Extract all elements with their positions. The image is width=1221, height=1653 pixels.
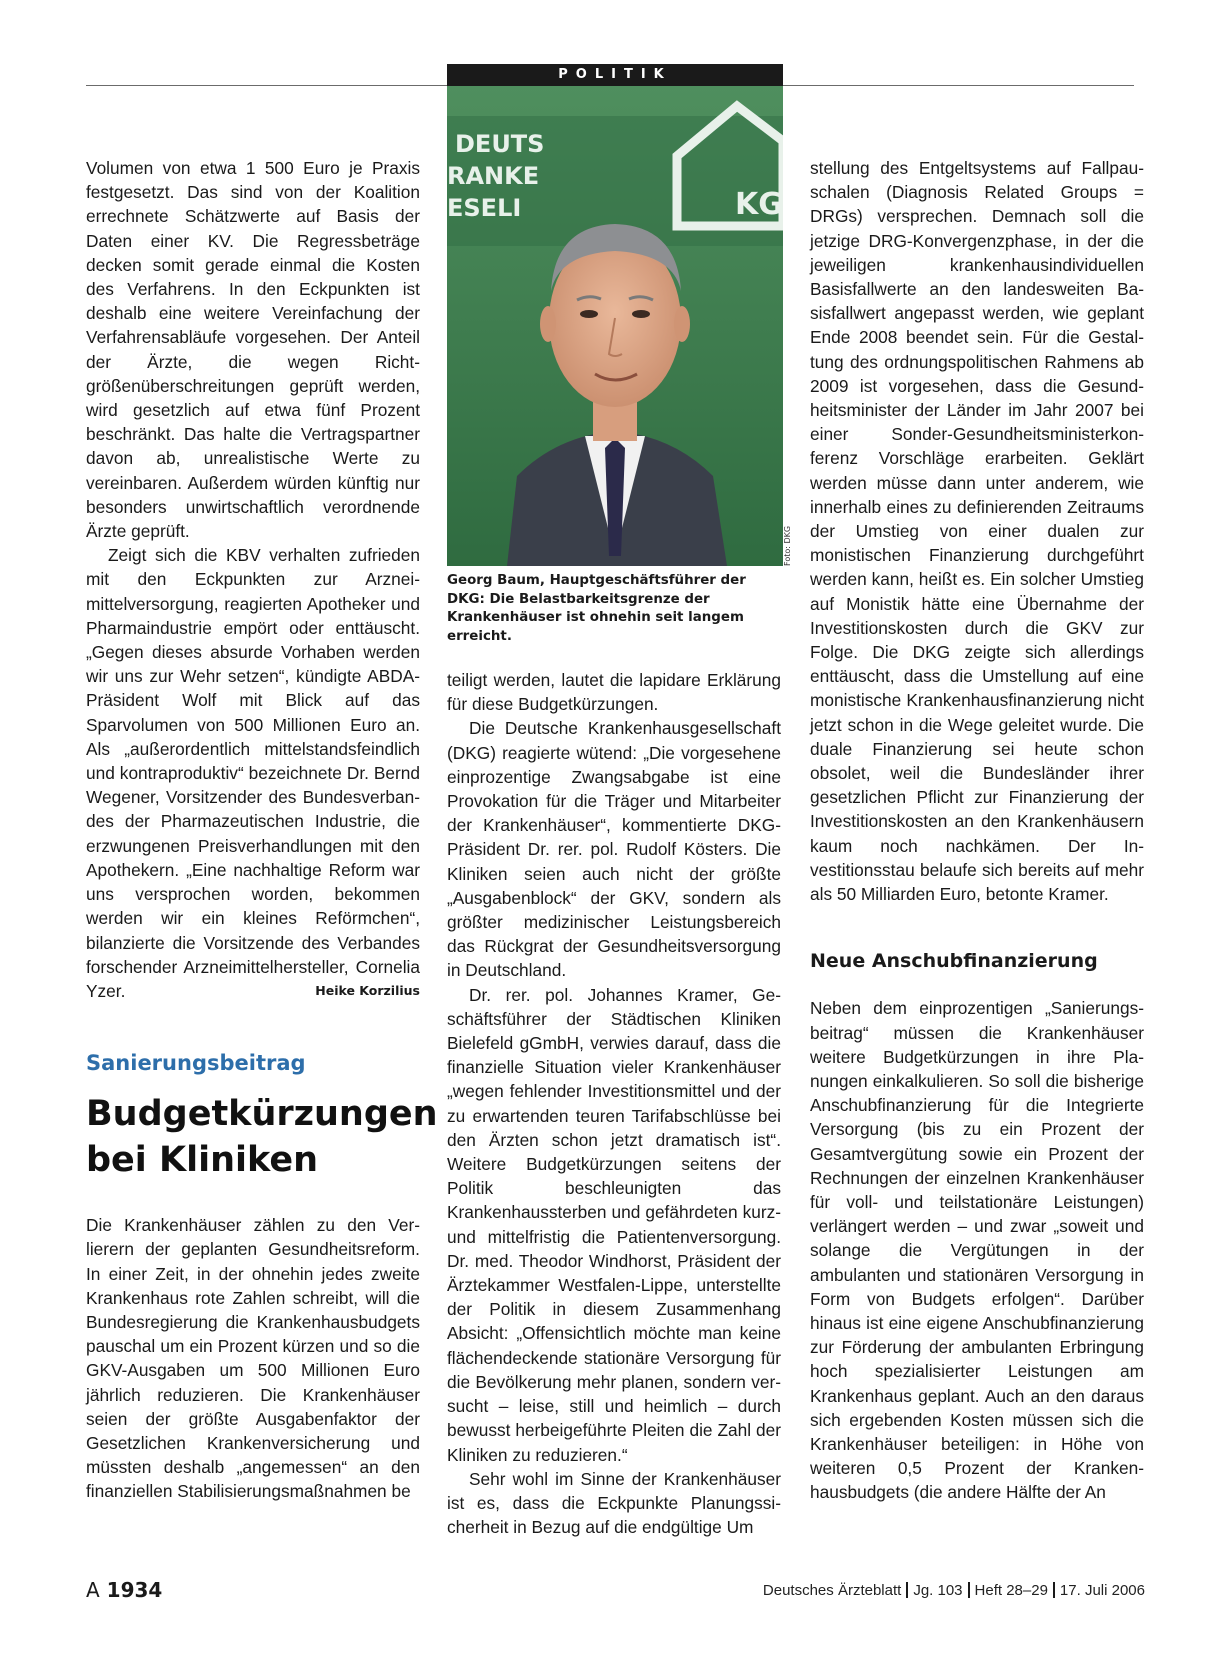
author-byline: Heike Korzilius [315, 982, 420, 998]
paragraph: Dr. rer. pol. Johannes Kramer, Geschäftsführer der Städtischen Kliniken Bielefeld gGmbH, verwies darauf, dass die finanzielle Situation vieler Krankenhäuser „wegen fehlender Investitionsmittel und der zu erwartenden teuren Tarifabschlüsse bei den Ärzten schon jetzt dramatisch ist“. Weitere Budgetkürzungen seitens der Politik beschleunigten das Krankenhaussterben und gefährdeten kurz- und mittelfristig die Patientenversorgung. Dr. med. Theodor Windhorst, Präsident der Ärztekammer Westfalen-Lippe, unterstellte der Politik in diesem Zusammenhang Absicht: „Offensichtlich möchte man keine flächendeckende stationäre Versorgung für die Bevölkerung mehr planen, sondern versucht – leise, still und heimlich – durch bewusst herbeigeführte Pleiten die Zahl der Kliniken zu reduzieren.“ [447, 984, 781, 1465]
subheading: Neue Anschubfinanzierung [810, 950, 1098, 973]
journal-footer [763, 1582, 1145, 1599]
headline-line: bei Kliniken [86, 1140, 318, 1181]
divider [968, 1582, 970, 1598]
divider [906, 1582, 908, 1598]
paragraph: Die Krankenhäuser zählen zu den Verlierern der geplanten Gesundheitsreform. In einer Zeit, in der ohnehin jedes zweite Krankenhaus rote Zahlen schreibt, will die Bundesregierung die Krankenhausbudgets pauschal um ein Prozent kürzen und so die GKV-Ausgaben um 500 Millionen Euro jährlich reduzieren. Die Krankenhäuser seien der größte Ausgabenfaktor der Gesetzlichen Krankenversicherung und müssten deshalb „angemessen“ an den finanziellen Stabilisierungsmaßnahmen be [86, 1215, 420, 1502]
photo-credit: Foto: DKG [783, 525, 792, 566]
page-number [86, 1578, 162, 1602]
paragraph: Sehr wohl im Sinne der Krankenhäuser ist es, dass die Eckpunkte Planungssicherheit in Bezug auf die endgültige Um [447, 1468, 781, 1538]
photo-caption: Georg Baum, Hauptgeschäftsführer der DKG: Die Belastbarkeitsgrenze der Krankenhäuser ist ohnehin seit langem erreicht. [447, 573, 746, 644]
paragraph: Neben dem einprozentigen „Sanierungsbeitrag“ müssen die Krankenhäuser weitere Budgetkürzungen in ihre Planungen einkalkulieren. So soll die bisherige Anschubfinanzierung für die Integrierte Versorgung (bis zu ein Prozent der Gesamtvergütung sowie ein Prozent der Rechnungen der einzelnen Krankenhäuser für voll- und teilstationäre Leistungen) verlängert werden – und zwar „soweit und solange die Vergütungen in der ambulanten und stationären Versorgung in Form von Budgets erfolgen“. Darüber hinaus ist eine eigene Anschubfinanzierung zur Förderung der ambulanten Erbringung hoch spezialisierter Leistungen am Krankenhaus geplant. Auch an den daraus sich ergebenden Kosten müssen sich die Krankenhäuser beteiligen: in Höhe von weiteren 0,5 Prozent der Krankenhausbudgets (die andere Hälfte der An [810, 998, 1144, 1503]
paragraph-text: Zeigt sich die KBV verhalten zufrieden mit den Eckpunkten zur Arzneimittelversorgung, reagierten Apotheker und Pharmaindustrie empört oder enttäuscht. „Gegen dieses absurde Vorhaben werden wir uns zur Wehr setzen“, kündigte ABDA-Präsident Wolf mit Blick auf das Sparvolumen von 500 Millionen Euro an. Als „außerordentlich mittelstandsfeindlich und kontraproduktiv“ bezeichnete Dr. Bernd Wegener, Vorsitzender des Bundesverbandes der Pharmazeutischen Industrie, die erzwungenen Preisverhandlungen mit den Apothekern. „Eine nachhaltige Reform war uns versprochen worden, bekommen werden wir ein kleines Reförmchen“, bilanzierte die Vorsitzende des Verbandes forschender Arzneimittelhersteller, Cornelia Yzer. [86, 545, 420, 1001]
banner-line-1: DEUTS [455, 130, 545, 158]
headline-line: Budgetkürzungen [86, 1094, 438, 1135]
banner-line-3: ESELI [447, 194, 522, 222]
paragraph [86, 543, 420, 1003]
column-1 [86, 156, 438, 1504]
journal-issue: Heft 28–29 [974, 1582, 1048, 1599]
column-3 [810, 156, 1144, 1505]
article-headline [86, 1091, 438, 1183]
journal-name: Deutsches Ärzteblatt [762, 1582, 902, 1599]
article-kicker: Sanierungsbeitrag [86, 1051, 306, 1076]
paragraph: stellung des Entgeltsystems auf Fallpauschalen (Diagnosis Related Groups = DRGs) versprechen. Demnach soll die jetzige DRG-Konvergenzphase, in der die jeweiligen krankenhausindividuellen Basisfallwerte an den landesweiten Basisfallwert angepasst werden, wie geplant Ende 2008 beendet sein. Für die Gestaltung des ordnungspolitischen Rahmens ab 2009 ist vorgesehen, dass die Gesundheitsminister der Länder im Jahr 2007 bei einer Sonder-Gesundheitsministerkonferenz Vorschläge erarbeiten. Geklärt werden müsse dann unter anderem, wie innerhalb eines zu definierenden Zeitraums der Umstieg von einer dualen zur monistischen Finanzierung durchgeführt werden kann, heißt es. Ein solcher Umstieg auf Monistik hätte eine Übernahme der Investitionskosten durch die GKV zur Folge. Die DKG zeigte sich allerdings enttäuscht, dass die Umstellung auf eine monistische Krankenhausfinanzierung nicht jetzt schon in die Wege geleitet wurde. Die duale Finanzierung sei heute schon obsolet, weil die Bundesländer ihrer gesetzlichen Pflicht zur Finanzierung der Investitionskosten an den Krankenhäusern kaum noch nachkämen. Der Investitionsstau belaufe sich bereits auf mehr als 50 Milliarden Euro, betonte Kramer. [810, 158, 1144, 905]
page-number-value: 1934 [106, 1578, 163, 1602]
journal-date: 17. Juli 2006 [1059, 1582, 1145, 1599]
banner-line-2: RANKE [447, 162, 540, 190]
column-2 [447, 668, 781, 1539]
section-label: POLITIK [447, 64, 783, 86]
logo-text: KG [735, 187, 783, 222]
journal-volume: Jg. 103 [913, 1582, 963, 1599]
portrait-photo [447, 86, 783, 566]
page-prefix: A [86, 1578, 100, 1602]
divider [1053, 1582, 1055, 1598]
paragraph: teiligt werden, lautet die lapidare Erklärung für diese Budgetkürzungen. [447, 670, 781, 715]
paragraph: Die Deutsche Krankenhausgesellschaft (DKG) reagierte wütend: „Die vorgesehene einprozentige Zwangsabgabe ist eine Provokation für die Träger und Mitarbeiter der Krankenhäuser“, kommentierte DKG-Präsident Dr. rer. pol. Rudolf Kösters. Die Kliniken seien auch nicht der größte „Ausgabenblock“ der GKV, sondern als größter medizinischer Leistungsbereich das Rückgrat der Gesundheitsversorgung in Deutschland. [447, 718, 781, 981]
paragraph: Volumen von etwa 1 500 Euro je Praxis festgesetzt. Das sind von der Koalition errechnete Schätzwerte auf Basis der Daten einer KV. Die Regressbeträge decken somit gerade einmal die Kosten des Verfahrens. In den Eckpunkten ist deshalb eine weitere Vereinfachung der Verfahrensabläufe vorgesehen. Der Anteil der Ärzte, die wegen Richtgrößenüberschreitungen geprüft werden, wird gesetzlich auf etwa fünf Prozent beschränkt. Das halte die Vertragspartner davon ab, unrealistische Werte zu vereinbaren. Außerdem würden künftig nur besonders unwirtschaftlich verordnende Ärzte geprüft. [86, 158, 420, 542]
